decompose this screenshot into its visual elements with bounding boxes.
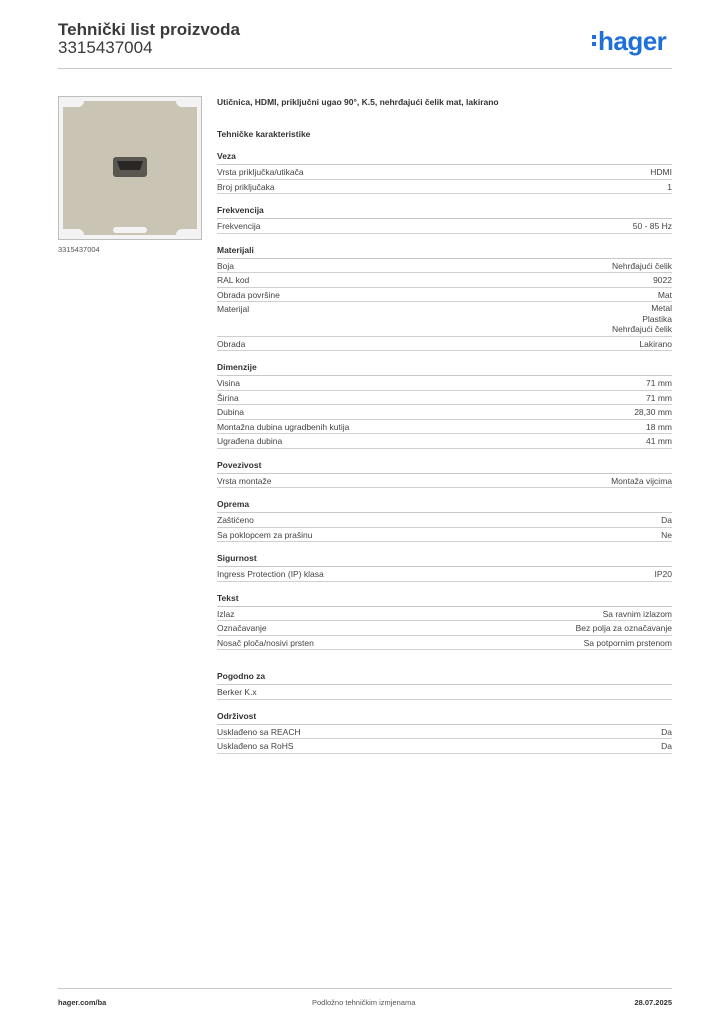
spec-value: Ne: [661, 529, 672, 540]
spec-label: Obrada površine: [217, 289, 280, 300]
spec-value: Mat: [657, 289, 672, 300]
product-description: Utičnica, HDMI, priključni ugao 90°, K.5, nehrđajući čelik mat, lakirano: [217, 97, 499, 107]
spec-label: Vrsta montaže: [217, 475, 272, 486]
product-image: [58, 96, 202, 240]
spec-row: [217, 337, 672, 352]
spec-value: 9022: [653, 275, 672, 285]
section-title: Veza: [217, 150, 672, 165]
spec-section: [217, 592, 672, 651]
spec-row: [217, 259, 672, 274]
spec-row: [217, 636, 672, 651]
spec-label: Sa poklopcem za prašinu: [217, 529, 313, 540]
spec-row: [217, 165, 672, 180]
spec-value: 41 mm: [646, 436, 672, 446]
spec-value: Sa potpornim prstenom: [583, 637, 672, 648]
spec-label: Ingress Protection (IP) klasa: [217, 569, 324, 579]
spec-value-line: Nehrđajući čelik: [612, 324, 672, 334]
spec-label: Zaštićeno: [217, 515, 254, 525]
footer-note: Podložno tehničkim izmjenama: [312, 998, 416, 1007]
tech-heading: Tehničke karakteristike: [217, 129, 311, 139]
spec-value: Da: [661, 726, 672, 737]
spec-value: Lakirano: [639, 338, 672, 349]
spec-value: IP20: [654, 569, 672, 579]
section-title: Frekvencija: [217, 204, 672, 219]
spec-section: [217, 244, 672, 352]
spec-label: Vrsta priključka/utikača: [217, 167, 304, 177]
spec-label: Ugrađena dubina: [217, 436, 283, 446]
section-title: Tekst: [217, 592, 672, 607]
spec-value-line: Plastika: [642, 313, 672, 324]
spec-section: [217, 459, 672, 489]
section-title: Materijali: [217, 244, 672, 259]
section-title: Oprema: [217, 498, 672, 513]
spec-row: [217, 420, 672, 435]
header-divider: [58, 68, 672, 69]
spec-value: Da: [661, 515, 672, 525]
hdmi-port-icon: [113, 157, 147, 177]
spec-label: Nosač ploča/nosivi prsten: [217, 637, 314, 648]
spec-value-line: Metal: [651, 303, 672, 313]
spec-value: Da: [661, 741, 672, 751]
spec-label: RAL kod: [217, 275, 250, 285]
spec-value: 71 mm: [646, 378, 672, 388]
spec-row: [217, 725, 672, 740]
spec-row: [217, 513, 672, 528]
spec-value: [612, 303, 672, 335]
section-title: Povezivost: [217, 459, 672, 474]
section-title: Pogodno za: [217, 670, 672, 685]
spec-row: [217, 528, 672, 543]
page-title: Tehnički list proizvoda: [58, 20, 240, 39]
footer-divider: [58, 988, 672, 989]
spec-label: Berker K.x: [217, 687, 257, 697]
spec-label: Dubina: [217, 407, 244, 417]
spec-row: [217, 434, 672, 449]
spec-row: [217, 621, 672, 636]
logo-text: hager: [598, 26, 667, 56]
spec-label: Širina: [217, 392, 239, 403]
spec-row: [217, 474, 672, 489]
spec-label: Frekvencija: [217, 221, 261, 231]
spec-value: 1: [667, 181, 672, 192]
section-title: Dimenzije: [217, 361, 672, 376]
spec-row: [217, 567, 672, 582]
spec-value: Montaža vijcima: [611, 475, 672, 486]
spec-section: [217, 361, 672, 449]
spec-section: [217, 498, 672, 542]
spec-label: Materijal: [217, 304, 250, 314]
spec-value: HDMI: [650, 167, 672, 177]
spec-row: [217, 376, 672, 391]
spec-row: [217, 607, 672, 622]
spec-section: [217, 204, 672, 234]
spec-content: [217, 96, 672, 754]
section-title: Sigurnost: [217, 552, 672, 567]
spec-row: [217, 302, 672, 337]
spec-label: Označavanje: [217, 623, 267, 633]
spec-label: Usklađeno sa REACH: [217, 726, 301, 737]
spec-label: Izlaz: [217, 608, 235, 619]
spec-section: [217, 710, 672, 754]
spec-row: [217, 739, 672, 754]
spec-row: [217, 180, 672, 195]
product-code: 3315437004: [58, 38, 153, 57]
spec-value: 50 - 85 Hz: [632, 221, 672, 231]
image-caption: 3315437004: [58, 245, 100, 254]
spec-section: [217, 552, 672, 582]
section-title: Održivost: [217, 710, 672, 725]
spec-row: [217, 391, 672, 406]
socket-plate: [63, 101, 197, 235]
spec-row: [217, 405, 672, 420]
spec-value: 28,30 mm: [634, 407, 672, 417]
spec-row: [217, 219, 672, 234]
spec-row: [217, 685, 672, 700]
spec-label: Visina: [217, 378, 240, 388]
footer-date: 28.07.2025: [634, 998, 672, 1007]
spec-sections: [217, 150, 672, 754]
spec-row: [217, 273, 672, 288]
spec-value: Bez polja za označavanje: [575, 623, 672, 633]
spec-label: Broj priključaka: [217, 181, 275, 192]
spec-section: [217, 670, 672, 700]
spec-label: Obrada: [217, 338, 246, 349]
spec-value: 18 mm: [646, 421, 672, 432]
spec-value: Sa ravnim izlazom: [602, 608, 672, 619]
spec-label: Boja: [217, 260, 235, 271]
spec-row: [217, 288, 672, 303]
logo-dots-icon: [592, 35, 596, 49]
spec-value: Nehrđajući čelik: [612, 260, 672, 271]
spec-label: Usklađeno sa RoHS: [217, 741, 294, 751]
spec-section: [217, 150, 672, 194]
spec-label: Montažna dubina ugradbenih kutija: [217, 421, 350, 432]
spec-value: 71 mm: [646, 392, 672, 403]
footer-website[interactable]: hager.com/ba: [58, 998, 107, 1007]
